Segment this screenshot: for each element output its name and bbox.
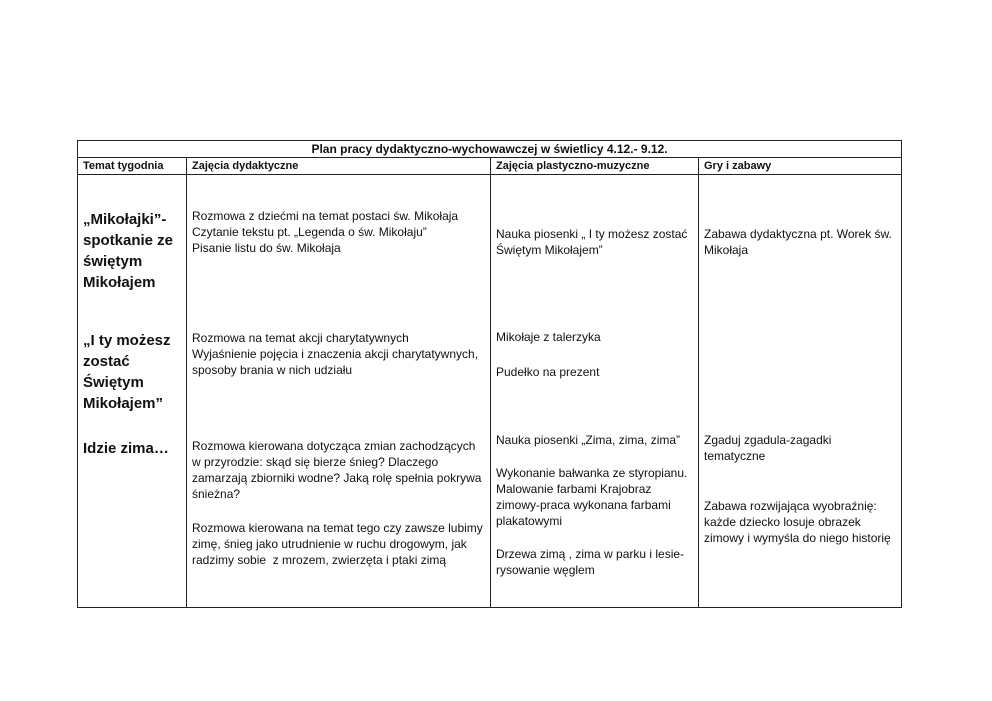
plastyczne-week2-text-2: Pudełko na prezent xyxy=(496,365,600,379)
plastyczne-week2-text-1: Mikołaje z talerzyka xyxy=(496,330,601,344)
plastyczne-week3-text-3: Drzewa zimą , zima w parku i lesie-rysowanie węglem xyxy=(496,547,685,577)
header-row xyxy=(78,158,902,175)
week-topic-3: Idzie zima… xyxy=(83,440,169,457)
dydaktyczne-cell xyxy=(187,175,491,608)
gry-week3-text-2: Zabawa rozwijająca wyobraźnię: każde dziecko losuje obrazek zimowy i wymyśla do niego historię xyxy=(704,499,891,545)
content-row xyxy=(78,175,902,608)
header-temat: Temat tygodnia xyxy=(78,158,187,175)
gry-week1-text: Zabawa dydaktyczna pt. Worek św. Mikołaja xyxy=(704,227,896,257)
dydaktyczne-week3-text-1: Rozmowa kierowana dotycząca zmian zachodzących w przyrodzie: skąd się bierze śnieg? Dlaczego zamarzają zbiorniki wodne? Jaką rolę spełnia pokrywa śnieżna? xyxy=(192,439,485,501)
dydaktyczne-week2-text: Rozmowa na temat akcji charytatywnych Wyjaśnienie pojęcia i znaczenia akcji charytatywnych, sposoby brania w nich udziału xyxy=(192,331,479,377)
topics-cell xyxy=(78,175,187,608)
plastyczne-week3-text-1: Nauka piosenki „Zima, zima, zima” xyxy=(496,433,681,447)
header-plastyczne: Zajęcia plastyczno-muzyczne xyxy=(491,158,699,175)
header-dydaktyczne: Zajęcia dydaktyczne xyxy=(187,158,491,175)
week-topic-2: „I ty możesz zostać Świętym Mikołajem” xyxy=(83,332,171,412)
plastyczne-week3-text-2: Wykonanie bałwanka ze styropianu. Malowanie farbami Krajobraz zimowy-praca wykonana farbami plakatowymi xyxy=(496,466,691,528)
header-gry: Gry i zabawy xyxy=(699,158,902,175)
plastyczne-week1-text: Nauka piosenki „ I ty możesz zostać Świętym Mikołajem” xyxy=(496,227,691,257)
plastyczne-cell xyxy=(491,175,699,608)
table-title: Plan pracy dydaktyczno-wychowawczej w świetlicy 4.12.- 9.12. xyxy=(78,141,902,158)
plan-table xyxy=(77,140,902,608)
dydaktyczne-week3-text-2: Rozmowa kierowana na temat tego czy zawsze lubimy zimę, śnieg jako utrudnienie w ruchu drogowym, jak radzimy sobie z mrozem, zwierzęta i ptaki zimą xyxy=(192,521,487,567)
title-row xyxy=(78,141,902,158)
gry-week3-text-1: Zgaduj zgadula-zagadki tematyczne xyxy=(704,433,835,463)
week-topic-1: „Mikołajki”-spotkanie ze świętym Mikołajem xyxy=(83,211,174,291)
gry-cell xyxy=(699,175,902,608)
dydaktyczne-week1-text: Rozmowa z dziećmi na temat postaci św. Mikołaja Czytanie tekstu pt. „Legenda o św. Mikołaju” Pisanie listu do św. Mikołaja xyxy=(192,209,459,255)
